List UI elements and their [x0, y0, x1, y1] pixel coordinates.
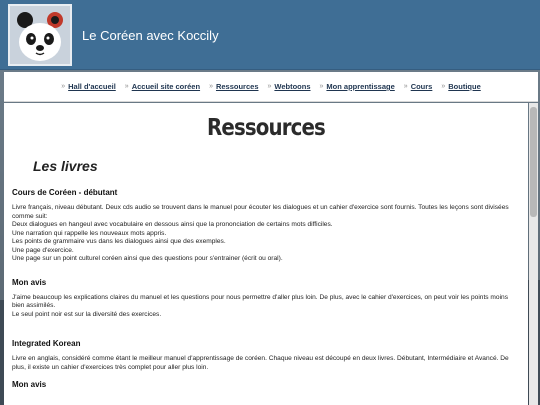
nav-bullet-icon: » — [209, 83, 213, 90]
nav-bullet-icon: » — [267, 83, 272, 90]
book-title: Cours de Coréen - débutant — [12, 188, 118, 197]
site-title[interactable]: Le Coréen avec Koccily — [82, 28, 219, 43]
nav-bullet-icon: » — [441, 83, 446, 90]
nav-bullet-icon: » — [319, 83, 324, 90]
nav-link-label[interactable]: Webtoons — [274, 82, 311, 91]
nav-item-mon-apprentissage[interactable] — [320, 82, 395, 91]
description-line: Deux dialogues en hangeul avec vocabulaire en dessous ainsi que la prononciation de certains mots difficiles. — [12, 221, 333, 228]
page-title: Ressources — [207, 115, 325, 141]
nav-item-ressources[interactable] — [209, 82, 258, 91]
description-line: Les points de grammaire vus dans les dialogues ainsi que des exemples. — [12, 238, 226, 245]
nav-item-hall-accueil[interactable] — [61, 82, 116, 91]
nav-link-label[interactable]: Mon apprentissage — [326, 82, 395, 91]
page-scrollbar[interactable] — [529, 103, 538, 405]
nav-link-label[interactable]: Hall d'accueil — [68, 82, 116, 91]
nav-item-accueil-site-coreen[interactable] — [125, 82, 200, 91]
nav-item-webtoons[interactable] — [268, 82, 311, 91]
nav-item-cours[interactable] — [404, 82, 433, 91]
nav-bullet-icon: » — [403, 83, 408, 90]
review-line: Le seul point noir est sur la diversité des exercices. — [12, 310, 162, 318]
nav-bullet-icon: » — [61, 83, 66, 90]
nav-link-label[interactable]: Boutique — [448, 82, 481, 91]
main-navigation — [4, 72, 538, 102]
nav-bullet-icon: » — [124, 83, 129, 90]
book-description — [12, 355, 520, 372]
nav-link-label[interactable]: Accueil site coréen — [131, 82, 201, 91]
scrollbar-thumb[interactable] — [530, 107, 537, 217]
description-line: Livre en anglais, considéré comme étant le meilleur manuel d'apprentissage de coréen. Chaque niveau est découpé en deux livres. Débutant, Intermédiaire et Avancé. De plus, il existe un cahier d'exercices très complet pour aller plus loin. — [12, 355, 509, 371]
book-description — [12, 204, 520, 264]
nav-item-boutique[interactable] — [441, 82, 480, 91]
review-title: Mon avis — [12, 380, 47, 389]
review-title: Mon avis — [12, 277, 47, 287]
main-content — [4, 103, 528, 405]
section-title: Les livres — [33, 158, 98, 174]
review-line: J'aime beaucoup les explications claires du manuel et les questions pour nous permettre d'aller plus loin. De plus, avec le cahier d'exercices, on peut voir les points moins bien assimilés. — [12, 293, 509, 309]
description-line: Une narration qui rappelle les nouveaux mots appris. — [12, 229, 167, 237]
site-header — [0, 0, 540, 70]
nav-link-label[interactable]: Ressources — [215, 82, 259, 91]
description-line: Livre français, niveau débutant. Deux cds audio se trouvent dans le manuel pour écouter les dialogues et un cahier d'exercice sont fournis. Toutes les leçons sont divisées comme suit: — [12, 204, 509, 220]
nav-link-label[interactable]: Cours — [410, 82, 433, 91]
description-line: Une page d'exercice. — [12, 246, 74, 254]
book-title: Integrated Korean — [12, 339, 81, 348]
site-logo[interactable] — [8, 4, 72, 66]
panda-bear-icon — [10, 6, 70, 64]
description-line: Une page sur un point culturel coréen ainsi que des questions pour s'entrainer (écrit ou oral). — [12, 255, 283, 262]
book-review — [12, 294, 520, 320]
